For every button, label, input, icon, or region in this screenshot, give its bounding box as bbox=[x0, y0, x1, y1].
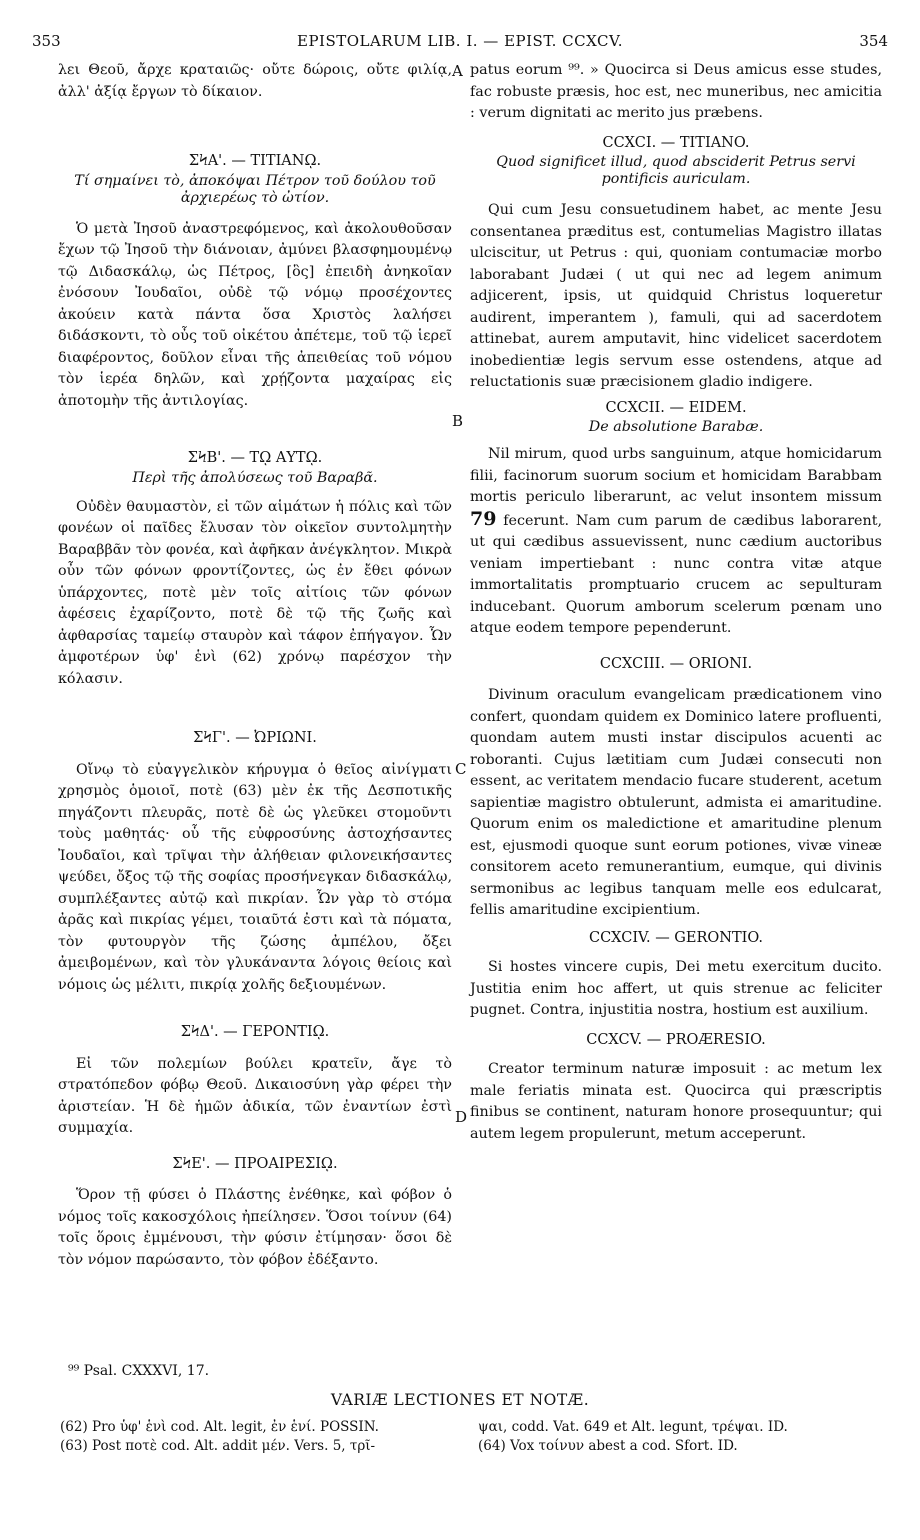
notes-right-column bbox=[478, 1418, 882, 1456]
greek-letter-1-body: Ὁ μετὰ Ἰησοῦ ἀναστρεφόμενος, καὶ ἀκολουθοῦσαν ἔχων τῷ Ἰησοῦ τὴν διάνοιαν, ἀμύνει βλασφημουμένῳ τῷ Διδασκάλῳ, ὡς Πέτρος, [ὃς] ἐπειδὴ ἀνηκοῖαν ἐνόσουν Ἰουδαῖοι, οὐδὲ τῷ νόμῳ προσέχοντες ἀκούειν κατὰ πάντα ὅσα Χριστὸς λαλήσει διδάσκοντι, τὸ οὖς τοῦ οἰκέτου ἀπέτεμε, τοῦ τῷ ἱερεῖ διαφέροντος, δοῦλον εἶναι τῆς ἀπειθείας τοῦ νόμου τὸν ἱερέα δηλῶν, καὶ χρῄζοντα μαχαίρας εἰς ἀποτομὴν τῆς ἀντιλογίας. bbox=[58, 220, 452, 409]
greek-letter-4-heading: ΣϞΔ'. — ΓΕΡΟΝΤΙῼ. bbox=[180, 1024, 330, 1040]
greek-intro: λει Θεοῦ, ἄρχε κραταιῶς· οὔτε δώροις, οὔτε φιλίᾳ, ἀλλ' ἀξίᾳ ἔργων τὸ δίκαιον. bbox=[58, 62, 452, 100]
greek-letter-3-heading: ΣϞΓ'. — ὨΡΙΩΝΙ. bbox=[193, 730, 317, 746]
greek-letter-2-body: Οὐδὲν θαυμαστὸν, εἰ τῶν αἱμάτων ἡ πόλις καὶ τῶν φονέων οἱ παῖδες ἔλυσαν τὸν οἰκεῖον συντολμητὴν Βαραββᾶν τὸν φονέα, καὶ ἀφῆκαν ἀνέγκλητον. Μικρὰ οὖν τῶν φόνων φροντίζοντες, ὡς ἐν ἔθει φόνων ὑπάρχοντες, ποτὲ μὲν τοῖς αἰτίοις τῶν φόνων ἀφέσεις ἐχαρίζοντο, ποτὲ δὲ τῷ τῆς ζωῆς καὶ ἀφθαρσίας ταμείῳ σταυρὸν καὶ τάφον ἐπήγαγον. Ὧν ἀμφοτέρων ὑφ' ἑνὶ (62) χρόνῳ παρέσχον τὴν κόλασιν. bbox=[58, 498, 452, 687]
latin-letter-2-heading: CCXCII. — EIDEM. bbox=[605, 399, 747, 416]
page-marker-badge: 79 bbox=[470, 507, 497, 530]
greek-letter-1-subheading: Τί σημαίνει τὸ, ἀποκόψαι Πέτρον τοῦ δούλου τοῦ ἀρχιερέως τὸ ὠτίον. bbox=[74, 172, 436, 206]
latin-letter-2-subheading: De absolutione Barabæ. bbox=[588, 419, 764, 435]
greek-letter-3-body: Οἴνῳ τὸ εὐαγγελικὸν κήρυγμα ὁ θεῖος αἰνίγματι χρησμὸς ὁμοιοῖ, ποτὲ (63) μὲν ἐκ τῆς Δεσποτικῆς πηγάζοντι πλευρᾶς, ποτὲ δὲ ὡς γλεῦκει στομοῦντι τοὺς μαθητάς· οὗ τῆς εὐφροσύνης ἀστοχήσαντες Ἰουδαῖοι, καὶ τρῖψαι τὴν ἀλήθειαν φιλονεικήσαντες ψεύδει, ὄξος τῷ τῆς σοφίας προσήνεγκαν διδασκάλῳ, συμπλέξαντες αὐτῷ καὶ πικρίαν. Ὧν γὰρ τὸ στόμα ἀρᾶς καὶ πικρίας γέμει, τοιαῦτά ἐστι καὶ τὰ πόματα, τὸν φυτουργὸν τῆς ζώσης ἀμπέλου, ὄξει ἀμειβομένων, καὶ τὸν γλυκάναντα λόγοις θείοις καὶ νόμοις ὡς μέλιτι, πικρίᾳ χολῆς δεξιουμένων. bbox=[58, 761, 452, 993]
notes-title: VARIÆ LECTIONES ET NOTÆ. bbox=[330, 1391, 590, 1409]
margin-marker-d: D bbox=[455, 1108, 468, 1126]
latin-letter-4-body: Si hostes vincere cupis, Dei metu exercitum ducito. Justitia enim hoc affert, ut quis strenue ac feliciter pugnet. Contra, injustitia nostra, hostium est auxilium. bbox=[470, 959, 882, 1018]
notes-left-column bbox=[60, 1418, 456, 1456]
greek-letter-1-heading: ΣϞΑ'. — ΤΙΤΙΑΝῼ. bbox=[188, 153, 322, 169]
latin-letter-2-body-part-a: Nil mirum, quod urbs sanguinum, atque homicidarum filii, facinorum suorum socium et homicidam Barabbam mortis periculo liberarunt, ac velut insontem missum bbox=[470, 446, 882, 505]
running-title: EPISTOLARUM LIB. I. — EPIST. CCXCV. bbox=[297, 32, 623, 50]
latin-letter-3-body: Divinum oraculum evangelicam prædicationem vino confert, quondam quidem ex Dominico latere profluenti, quondam autem musti instar discipulos acuenti ac roboranti. Cujus lætitiam cum Judæi consecuti non essent, ac veritatem mendacio fucare studerent, acetum sapientiæ magistro obtulerunt, admista ei amaritudine. Quorum enim os maledictione et amaritudine plenum est, ejusmodi quoque sunt eorum potiones, vivæ vineæ consitorem aceto remunerantium, eumque, qui divinis sermonibus ac legibus tanquam melle eos edulcarat, fellis amaritudine excipientium. bbox=[470, 687, 882, 918]
margin-marker-b: B bbox=[452, 412, 464, 430]
latin-column bbox=[470, 60, 882, 1145]
note-63: (63) Post ποτὲ cod. Alt. addit μέν. Vers. 5, τρῖ- bbox=[60, 1438, 376, 1454]
footnote: ⁹⁹ Psal. CXXXVI, 17. bbox=[68, 1363, 210, 1379]
note-63-continued: ψαι, codd. Vat. 649 et Alt. legunt, τρέψαι. ID. bbox=[478, 1419, 788, 1435]
latin-letter-2-body bbox=[470, 444, 882, 640]
latin-letter-3-heading: CCXCIII. — ORIONI. bbox=[599, 655, 753, 672]
greek-letter-2-heading: ΣϞΒ'. — Τῼ ΑΥΤῼ. bbox=[187, 450, 323, 466]
latin-letter-2-body-part-b: fecerunt. Nam cum parum de cædibus laborarent, ut qui cædibus assuevissent, nunc cædium auctoribus veniam impertiebant : nunc contra vitæ atque immortalitatis promptuario crucem ac sepulturam inducebant. Quorum amborum scelerum pœnam uno atque eodem tempore pependerunt. bbox=[470, 512, 882, 636]
latin-letter-1-heading: CCXCI. — TITIANO. bbox=[602, 134, 750, 151]
page-number-right: 354 bbox=[859, 32, 888, 50]
latin-letter-4-heading: CCXCIV. — GERONTIO. bbox=[588, 929, 764, 946]
note-64: (64) Vox τοίνυν abest a cod. Sfort. ID. bbox=[478, 1438, 738, 1454]
margin-marker-c: C bbox=[455, 760, 467, 778]
greek-column bbox=[58, 60, 452, 1271]
running-header bbox=[32, 32, 888, 54]
greek-letter-5-heading: ΣϞΕ'. — ΠΡΟΑΙΡΕΣΙῼ. bbox=[172, 1155, 338, 1172]
greek-letter-5-body: Ὅρον τῇ φύσει ὁ Πλάστης ἐνέθηκε, καὶ φόβον ὁ νόμος τοῖς κακοσχόλοις ἠπείλησεν. Ὅσοι τοίνυν (64) τοῖς ὅροις ἐμμένουσι, τὴν φύσιν ἐτίμησαν· ὅσοι δὲ τὸν νόμον παρώσαντο, τὸν φόβον ἐδέξαντο. bbox=[58, 1187, 452, 1268]
latin-letter-5-heading: CCXCV. — PROÆRESIO. bbox=[586, 1031, 766, 1048]
latin-letter-1-body: Qui cum Jesu consuetudinem habet, ac mente Jesu consentanea præditus est, contumelias Magistro illatas ulciscitur, ut Petrus : qui, quoniam contumaciæ morbo laborabant Judæi ( ut qui nec ad legem animum adjicerent, ipsis, ut quidquid Christus loqueretur audirent, imperantem ), famuli, qui ad sacerdotem attinebat, aurem amputavit, hinc videlicet sacerdotem inobedientiæ legis servum esse ostendens, atque ad reluctationis suæ præcisionem gladio indigere. bbox=[470, 202, 882, 390]
greek-letter-4-body: Εἰ τῶν πολεμίων βούλει κρατεῖν, ἄγε τὸ στρατόπεδον φόβῳ Θεοῦ. Δικαιοσύνη γὰρ φέρει τὴν ἀριστείαν. Ἡ δὲ ἡμῶν ἀδικία, τῶν ἐναντίων ἐστὶ συμμαχία. bbox=[58, 1055, 452, 1136]
page-number-left: 353 bbox=[32, 32, 61, 50]
latin-letter-5-body: Creator terminum naturæ imposuit : ac metum lex male feriatis minata est. Quocirca qui præscriptis finibus se continent, naturam honore prosequuntur; qui autem legem propulerunt, metum acceperunt. bbox=[470, 1061, 882, 1142]
greek-letter-2-subheading: Περὶ τῆς ἀπολύσεως τοῦ Βαραβᾶ. bbox=[132, 469, 378, 486]
note-62: (62) Pro ὑφ' ἑνὶ cod. Alt. legit, ἐν ἑνί. POSSIN. bbox=[60, 1419, 379, 1435]
latin-letter-1-subheading: Quod significet illud, quod absciderit Petrus servi pontificis auriculam. bbox=[496, 154, 856, 187]
latin-intro: patus eorum ⁹⁹. » Quocirca si Deus amicus esse studes, fac robuste præsis, hoc est, nec muneribus, nec amicitia : verum dignitati ac merito jus præbens. bbox=[470, 62, 882, 121]
margin-marker-a: A bbox=[452, 62, 463, 80]
